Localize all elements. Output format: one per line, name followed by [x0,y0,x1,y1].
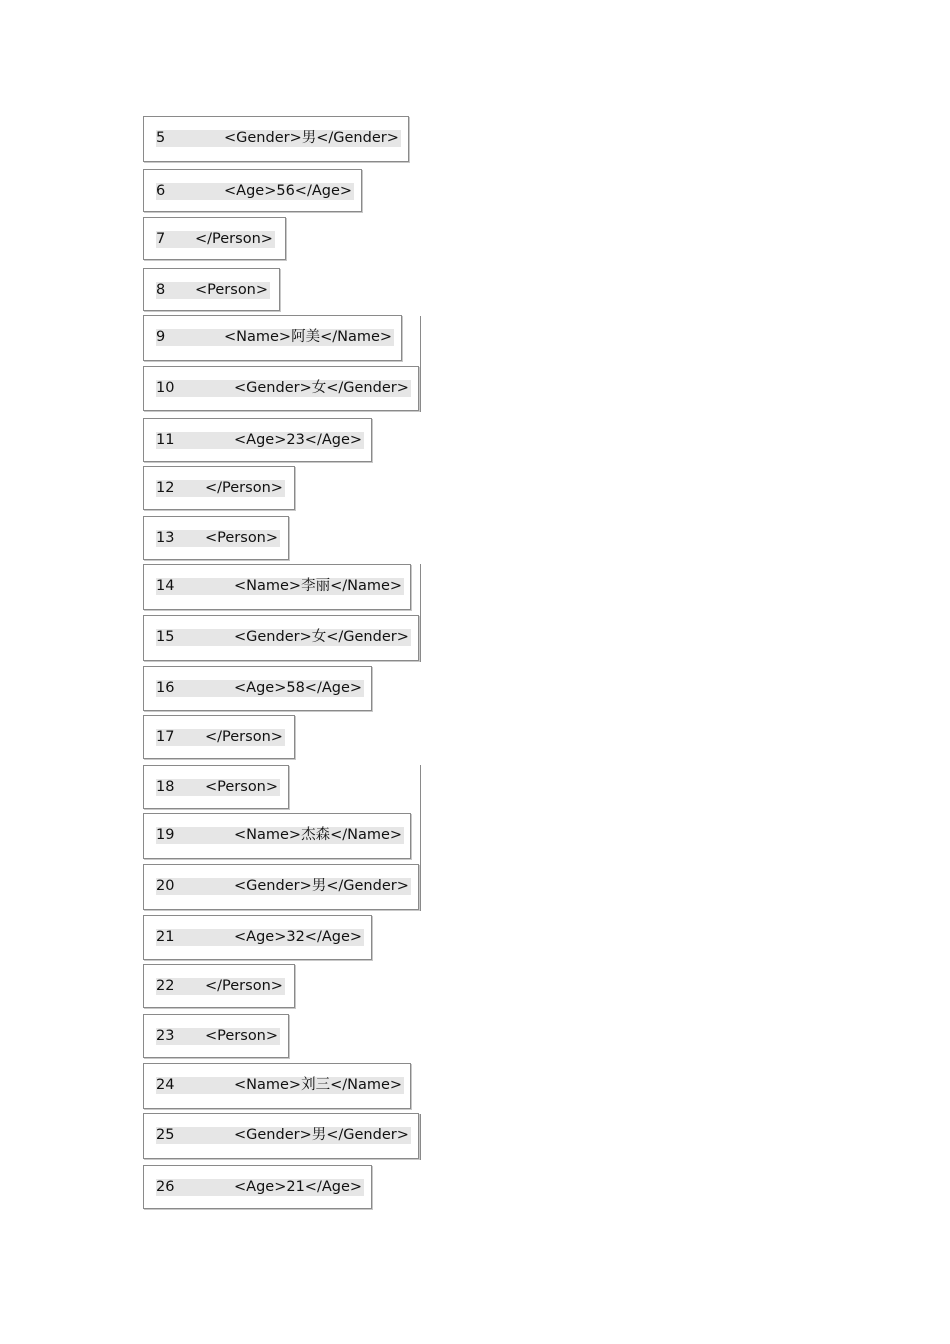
line-number: 19 [156,827,175,843]
code-text: <Person> [195,282,269,298]
line-number: 15 [156,629,175,645]
code-line [143,466,295,510]
code-line [143,813,411,859]
line-number: 5 [156,130,166,146]
code-line [143,666,372,711]
code-text: </Person> [205,978,283,994]
code-line [143,765,289,809]
code-text: <Name>杰森</Name> [234,827,403,843]
code-text: <Person> [205,530,279,546]
code-text: </Person> [195,231,273,247]
code-text: <Gender>女</Gender> [234,380,409,396]
code-text: <Age>23</Age> [234,432,363,448]
line-number: 20 [156,878,175,894]
code-line [143,418,372,462]
code-text: </Person> [205,480,283,496]
line-number: 6 [156,183,166,199]
code-text: <Age>58</Age> [234,680,363,696]
line-number: 22 [156,978,175,994]
line-number: 24 [156,1077,175,1093]
line-number: 9 [156,329,166,345]
line-number: 10 [156,380,175,396]
line-number: 18 [156,779,175,795]
line-number: 13 [156,530,175,546]
line-number: 7 [156,231,166,247]
right-rule [420,765,421,911]
line-number: 17 [156,729,175,745]
code-line [143,217,286,260]
code-text: <Age>56</Age> [224,183,353,199]
code-line [143,315,402,361]
code-text: <Gender>女</Gender> [234,629,409,645]
code-text: <Gender>男</Gender> [234,878,409,894]
code-text: <Person> [205,779,279,795]
code-text: <Name>刘三</Name> [234,1077,403,1093]
code-line [143,715,295,759]
code-text: </Person> [205,729,283,745]
code-line [143,1165,372,1209]
right-rule [420,316,421,412]
code-text: <Person> [205,1028,279,1044]
code-line [143,516,289,560]
code-text: <Name>阿美</Name> [224,329,393,345]
line-number: 8 [156,282,166,298]
code-text: <Age>21</Age> [234,1179,363,1195]
code-line [143,169,362,212]
right-rule [420,564,421,662]
code-text: <Name>李丽</Name> [234,578,403,594]
code-line [143,1063,411,1109]
line-number: 12 [156,480,175,496]
code-text: <Age>32</Age> [234,929,363,945]
line-number: 23 [156,1028,175,1044]
line-number: 26 [156,1179,175,1195]
code-line [143,864,419,910]
code-line [143,1113,419,1159]
right-rule [420,1114,421,1160]
code-line [143,366,419,411]
code-line [143,1014,289,1058]
code-line [143,615,419,661]
line-number: 11 [156,432,175,448]
code-line [143,116,409,162]
code-text: <Gender>男</Gender> [234,1127,409,1143]
code-line [143,268,280,311]
code-line [143,915,372,960]
line-number: 14 [156,578,175,594]
line-number: 16 [156,680,175,696]
code-text: <Gender>男</Gender> [224,130,399,146]
code-line [143,564,411,610]
code-line [143,964,295,1008]
line-number: 25 [156,1127,175,1143]
line-number: 21 [156,929,175,945]
